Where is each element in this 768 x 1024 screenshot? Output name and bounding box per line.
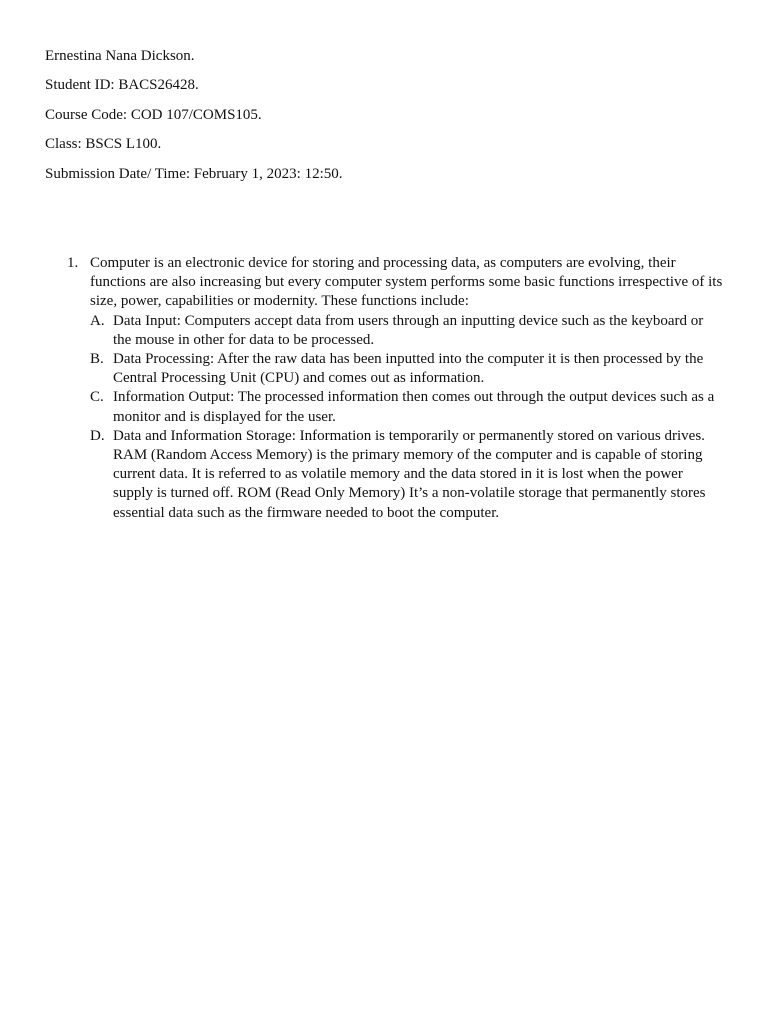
course-code: Course Code: COD 107/COMS105. [45,106,262,123]
sub-item-letter: B. [90,351,104,368]
student-id: Student ID: BACS26428. [45,77,199,94]
sub-item-letter: A. [90,312,105,329]
sub-list-item [90,312,725,350]
list-item [45,254,725,523]
sub-item-text: Data Input: Computers accept data from users through an inputting device such as the keyboard or the mouse in other for data to be processed. [113,312,704,348]
student-info-header [45,46,735,193]
list-item-text: Computer is an electronic device for storing and processing data, as computers are evolving, their functions are also increasing but every computer system performs some basic functions irrespective of its size, power, capabilities or modernity. These functions include: [90,255,723,310]
sub-item-letter: D. [90,427,105,444]
class-info: Class: BSCS L100. [45,136,162,153]
sub-list-item [90,350,725,388]
sub-item-text: Information Output: The processed information then comes out through the output devices such as a monitor and is displayed for the user. [113,389,715,425]
list-item-number: 1. [67,255,79,271]
numbered-list [45,254,725,523]
submission-date: Submission Date/ Time: February 1, 2023: 12:50. [45,165,343,182]
sub-list-item [90,427,725,523]
sub-item-text: Data and Information Storage: Information is temporarily or permanently stored on various drives. RAM (Random Access Memory) is the primary memory of the computer and is capable of storing current data. It is referred to as volatile memory and the data stored in it is lost when the power supply is turned off. ROM (Read Only Memory) It’s a non-volatile storage that permanently stores essential data such as the firmware needed to boot the computer. [113,427,706,521]
sub-list-item [90,388,725,426]
sub-item-letter: C. [90,389,104,406]
sub-item-text: Data Processing: After the raw data has been inputted into the computer it is then processed by the Central Processing Unit (CPU) and comes out as information. [113,351,704,387]
student-name: Ernestina Nana Dickson. [45,48,195,64]
